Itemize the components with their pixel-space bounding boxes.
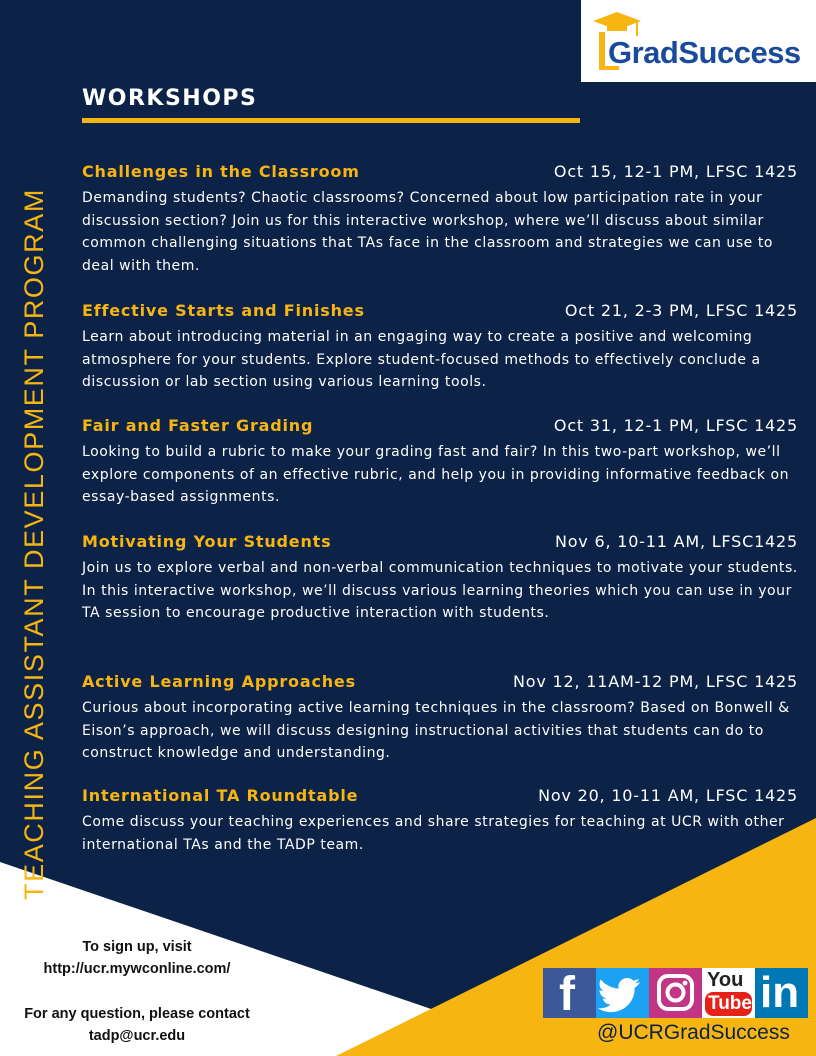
signup-link[interactable]: http://ucr.mywconline.com/: [43, 961, 231, 977]
workshop-description: Join us to explore verbal and non-verbal communication techniques to motivate your students. In this interactive workshop, we’ll discuss various learning theories which you can use in your TA session to encourage productive interaction with students.: [82, 560, 798, 621]
heading-underline: [82, 118, 580, 123]
linkedin-icon[interactable]: in: [755, 968, 808, 1018]
program-title: TEACHING ASSISTANT DEVELOPMENT PROGRAM: [19, 188, 49, 900]
workshop-description: Curious about incorporating active learning techniques in the classroom? Based on Bonwell & Eison’s approach, we will discuss designing instructional activities that students can do to construct knowledge and understanding.: [82, 700, 790, 761]
workshop-title: Motivating Your Students: [82, 532, 332, 551]
social-handle: @UCRGradSuccess: [597, 1021, 790, 1044]
workshop-description: Learn about introducing material in an engaging way to create a positive and welcoming atmosphere for your students. Explore student-focused methods to effectively conclude a discussion or lab section using various learning tools.: [82, 329, 761, 390]
workshop-date: Nov 20, 10-11 AM, LFSC 1425: [538, 786, 798, 805]
workshop-date: Oct 21, 2-3 PM, LFSC 1425: [564, 301, 798, 320]
workshop-date: Oct 31, 12-1 PM, LFSC 1425: [553, 416, 798, 435]
workshop-description: Demanding students? Chaotic classrooms? Concerned about low participation rate in your discussion section? Join us for this interactive workshop, where we’ll discuss about similar common challenging situations that TAs face in the classroom and strategies we can use to deal with them.: [82, 190, 774, 274]
workshop-date: Oct 15, 12-1 PM, LFSC 1425: [553, 162, 798, 181]
workshop-description: Looking to build a rubric to make your grading fast and fair? In this two-part workshop, we’ll explore components of an effective rubric, and help you in providing informative feedback on essay-based assignments.: [82, 444, 790, 505]
contact-info: [0, 1003, 274, 1047]
workshop-item: [82, 415, 802, 509]
workshop-title: Effective Starts and Finishes: [82, 301, 365, 320]
workshop-item: [82, 671, 802, 765]
workshop-date: Nov 6, 10-11 AM, LFSC1425: [554, 532, 798, 551]
workshop-item: [82, 161, 802, 277]
facebook-icon[interactable]: f: [543, 968, 596, 1018]
section-heading: WORKSHOPS: [82, 86, 258, 111]
contact-label: For any question, please contact: [24, 1006, 250, 1022]
workshop-date: Nov 12, 11AM-12 PM, LFSC 1425: [513, 672, 798, 691]
workshop-title: International TA Roundtable: [82, 786, 359, 805]
workshop-title: Challenges in the Classroom: [82, 162, 360, 181]
workshop-title: Active Learning Approaches: [82, 672, 356, 691]
workshop-item: [82, 300, 802, 394]
gradsuccess-logo: [581, 0, 816, 82]
logo-text: GradSuccess: [608, 35, 801, 70]
workshop-item: [82, 531, 802, 625]
signup-info: [0, 936, 274, 980]
signup-label: To sign up, visit: [82, 939, 192, 955]
workshop-title: Fair and Faster Grading: [82, 416, 314, 435]
contact-email[interactable]: tadp@ucr.edu: [88, 1028, 186, 1044]
youtube-icon[interactable]: You Tube: [702, 968, 755, 1018]
workshop-item: [82, 785, 802, 856]
instagram-icon[interactable]: [649, 968, 702, 1018]
workshop-description: Come discuss your teaching experiences and share strategies for teaching at UCR with other international TAs and the TADP team.: [82, 814, 785, 853]
twitter-icon[interactable]: [596, 968, 649, 1018]
